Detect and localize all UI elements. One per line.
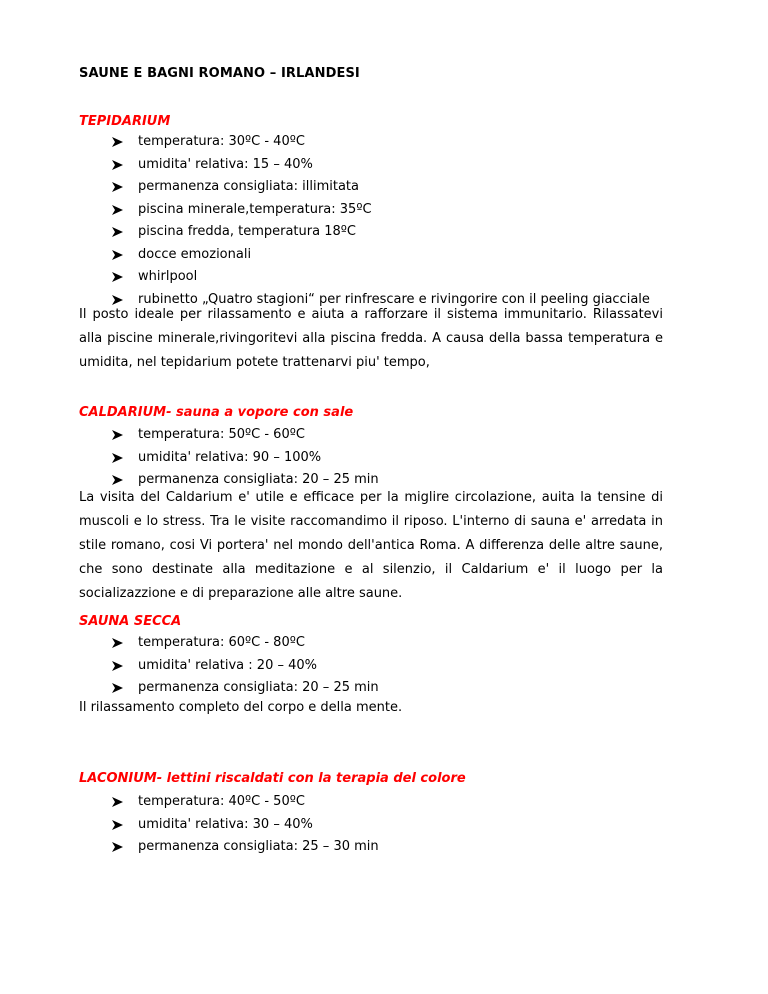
list-item-text: temperatura: 60ºC - 80ºC xyxy=(138,635,305,650)
section-heading-sauna-secca: SAUNA SECCA xyxy=(79,614,182,629)
section-heading-tepidarium: TEPIDARIUM xyxy=(79,114,171,129)
list-item-text: piscina minerale,temperatura: 35ºC xyxy=(138,201,372,217)
list-item-text: temperatura: 40ºC - 50ºC xyxy=(138,794,305,809)
section-paragraph-caldarium xyxy=(79,486,663,606)
list-item-text: piscina fredda, temperatura 18ºC xyxy=(138,224,356,239)
list-item-text: umidita' relativa: 90 – 100% xyxy=(138,449,322,465)
paragraph-line: alla piscine minerale,rivingoritevi alla piscina fredda. A causa della bassa temperatura e xyxy=(79,331,663,346)
section-paragraph-sauna-secca xyxy=(79,696,663,720)
list-item-text: whirlpool xyxy=(138,269,198,284)
arrow-bullet-icon xyxy=(112,221,126,244)
list-item-text: umidita' relativa : 20 – 40% xyxy=(138,657,317,673)
paragraph-line: che sono destinate alla meditazione e al silenzio, il Caldarium e' il luogo per la xyxy=(79,562,663,577)
list-item-text: umidita' relativa: 15 – 40% xyxy=(138,156,313,172)
arrow-bullet-icon xyxy=(112,836,126,859)
arrow-bullet-icon xyxy=(112,424,126,447)
arrow-bullet-icon xyxy=(112,447,126,470)
arrow-bullet-icon xyxy=(112,154,126,177)
document-title: SAUNE E BAGNI ROMANO – IRLANDESI xyxy=(79,66,360,81)
arrow-bullet-icon xyxy=(112,199,126,222)
arrow-bullet-icon xyxy=(112,131,126,154)
list-item-text: permanenza consigliata: illimitata xyxy=(138,179,359,194)
section-heading-caldarium: CALDARIUM- sauna a vopore con sale xyxy=(79,405,354,420)
list-item-text: docce emozionali xyxy=(138,246,252,262)
list-item-text: umidita' relativa: 30 – 40% xyxy=(138,816,313,832)
list-item-text: permanenza consigliata: 25 – 30 min xyxy=(138,839,379,854)
list-item-text: temperatura: 50ºC - 60ºC xyxy=(138,427,305,442)
arrow-bullet-icon xyxy=(112,244,126,267)
paragraph-line: Il rilassamento completo del corpo e della mente. xyxy=(79,700,403,715)
paragraph-line: socializazzione e di preparazione alle altre saune. xyxy=(79,586,403,601)
list-item-text: permanenza consigliata: 20 – 25 min xyxy=(138,472,379,487)
arrow-bullet-icon xyxy=(112,632,126,655)
paragraph-line: umidita, nel tepidarium potete trattenarvi piu' tempo, xyxy=(79,355,430,370)
paragraph-line: muscoli e lo stress. Tra le visite raccomandimo il riposo. L'interno di sauna e' arredata in xyxy=(79,514,663,529)
list-item-text: temperatura: 30ºC - 40ºC xyxy=(138,134,305,149)
arrow-bullet-icon xyxy=(112,655,126,678)
arrow-bullet-icon xyxy=(112,266,126,289)
paragraph-line: Il posto ideale per rilassamento e aiuta a rafforzare il sistema immunitario. Rilassatevi xyxy=(79,307,663,322)
list-item-text: rubinetto „Quatro stagioni“ per rinfrescare e rivingorire con il peeling giacciale xyxy=(138,291,650,307)
arrow-bullet-icon xyxy=(112,791,126,814)
list-item-text: permanenza consigliata: 20 – 25 min xyxy=(138,680,379,695)
arrow-bullet-icon xyxy=(112,814,126,837)
section-paragraph-tepidarium xyxy=(79,303,663,375)
arrow-bullet-icon xyxy=(112,176,126,199)
paragraph-line: La visita del Caldarium e' utile e efficace per la miglire circolazione, auita la tensine di xyxy=(79,490,663,505)
section-heading-laconium: LACONIUM- lettini riscaldati con la terapia del colore xyxy=(79,771,466,786)
paragraph-line: stile romano, cosi Vi portera' nel mondo dell'antica Roma. A differenza delle altre saune, xyxy=(79,538,663,553)
